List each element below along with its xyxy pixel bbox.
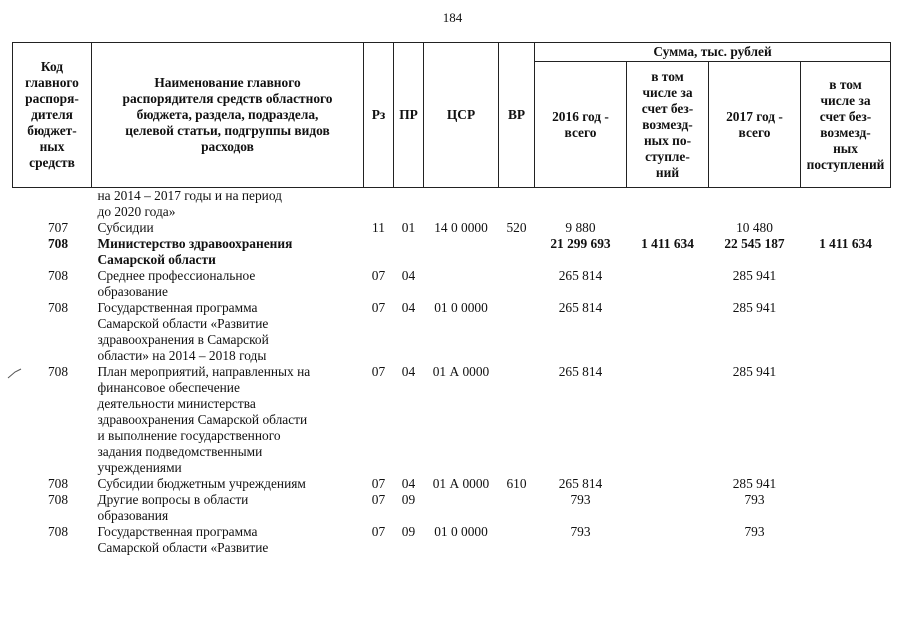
header-line: возмезд- (820, 124, 871, 140)
cell-rz: 07 (371, 300, 386, 315)
name-line: здравоохранения в Самарской (97, 332, 269, 347)
cell-csr: 14 0 0000 (434, 220, 488, 235)
header-summa: Сумма, тыс. рублей (535, 43, 891, 62)
name-line: Субсидии бюджетным учреждениям (97, 476, 306, 491)
cell-kod: 708 (47, 492, 69, 507)
header-line: распоря- (25, 91, 79, 106)
cell-2017-total: 22 545 187 (724, 236, 785, 251)
table-row (13, 476, 891, 492)
cell-csr: 01 0 0000 (434, 524, 488, 539)
cell-rz: 11 (372, 220, 385, 235)
header-name (92, 43, 364, 188)
header-line: 2017 год - (726, 108, 783, 124)
cell-csr: 01 0 0000 (434, 300, 488, 315)
cell-pr: 04 (401, 476, 416, 491)
cell-kod: 708 (47, 476, 69, 491)
header-line: расходов (201, 139, 254, 154)
cell-vr (499, 364, 535, 476)
cell-2017-grants (801, 492, 891, 524)
cell-2017-grants (801, 300, 891, 364)
cell-2016-total: 265 814 (558, 476, 603, 491)
cell-kod (13, 188, 92, 221)
name-line: до 2020 года» (97, 204, 176, 219)
cell-name (92, 364, 364, 476)
cell-pr: 09 (401, 492, 416, 507)
budget-table (12, 42, 891, 556)
cell-name (92, 492, 364, 524)
name-line: области» на 2014 – 2018 годы (97, 348, 267, 363)
cell-pr: 04 (401, 364, 416, 379)
header-line: поступлений (806, 156, 885, 172)
cell-2016-grants (627, 268, 709, 300)
header-line: ных по- (643, 132, 692, 148)
cell-kod: 707 (47, 220, 69, 235)
cell-2017-grants (801, 524, 891, 556)
header-2017-total (709, 62, 801, 188)
cell-2016-grants (627, 492, 709, 524)
table-row (13, 492, 891, 524)
name-line: Самарской области «Развитие (97, 540, 269, 555)
table-row (13, 236, 891, 268)
table-row (13, 524, 891, 556)
cell-name (92, 524, 364, 556)
name-line: Самарской области (97, 252, 216, 267)
table-body (13, 188, 891, 557)
name-line: Субсидии (97, 220, 154, 235)
cell-rz: 07 (371, 364, 386, 379)
header-line: бюджет- (27, 123, 77, 138)
cell-name (92, 188, 364, 221)
cell-name (92, 300, 364, 364)
cell-2016-grants (627, 476, 709, 492)
header-line: целевой статьи, подгруппы видов (125, 123, 330, 138)
cell-2016-total: 265 814 (558, 364, 603, 379)
cell-kod: 708 (47, 236, 69, 251)
name-line: Министерство здравоохранения (97, 236, 293, 251)
cell-kod: 708 (47, 524, 69, 539)
cell-rz (364, 188, 394, 221)
header-line: счет без- (641, 100, 694, 116)
cell-2017-grants (801, 220, 891, 236)
cell-2016-grants (627, 188, 709, 221)
cell-pr: 04 (401, 300, 416, 315)
header-line: Код (40, 59, 64, 74)
header-line: в том (829, 76, 862, 92)
cell-2017-total: 285 941 (732, 476, 777, 491)
name-line: Государственная программа (97, 300, 258, 315)
name-line: задания подведомственными (97, 444, 263, 459)
header-line: бюджета, раздела, подраздела, (136, 107, 319, 122)
header-line: средств (29, 155, 75, 170)
name-line: Самарской области «Развитие (97, 316, 269, 331)
name-line: Среднее профессиональное (97, 268, 256, 283)
cell-rz (364, 236, 394, 268)
cell-rz: 07 (371, 268, 386, 283)
cell-vr: 520 (506, 220, 527, 235)
cell-kod: 708 (47, 364, 69, 379)
cell-2016-total: 793 (570, 524, 591, 539)
table-header (13, 43, 891, 188)
cell-2016-total: 265 814 (558, 300, 603, 315)
header-line: 2016 год - (552, 108, 609, 124)
header-line: всего (564, 124, 597, 140)
cell-name (92, 220, 364, 236)
name-line: План мероприятий, направленных на (97, 364, 311, 379)
cell-2016-grants (627, 300, 709, 364)
header-2017-grants (801, 62, 891, 188)
header-line: в том (651, 68, 684, 84)
header-vr: ВР (499, 43, 535, 188)
table-row (13, 300, 891, 364)
cell-2017-total: 285 941 (732, 268, 777, 283)
cell-csr (424, 268, 499, 300)
cell-csr (424, 492, 499, 524)
cell-pr (394, 188, 424, 221)
header-line: счет без- (819, 108, 872, 124)
cell-2016-total: 793 (570, 492, 591, 507)
cell-2016-total: 265 814 (558, 268, 603, 283)
cell-pr (394, 236, 424, 268)
header-line: ступле- (645, 148, 690, 164)
table-row (13, 364, 891, 476)
cell-name (92, 268, 364, 300)
cell-vr (499, 492, 535, 524)
cell-csr: 01 А 0000 (432, 476, 490, 491)
header-2016-grants (627, 62, 709, 188)
cell-pr: 01 (401, 220, 416, 235)
cell-2017-grants: 1 411 634 (819, 236, 872, 251)
name-line: финансовое обеспечение (97, 380, 240, 395)
table-row (13, 268, 891, 300)
header-line: ний (655, 164, 680, 180)
cell-2017-total: 285 941 (732, 364, 777, 379)
cell-2017-grants (801, 268, 891, 300)
header-line: числе за (642, 84, 693, 100)
cell-2017-grants (801, 364, 891, 476)
cell-csr (424, 236, 499, 268)
header-csr: ЦСР (424, 43, 499, 188)
cell-vr (499, 188, 535, 221)
cell-rz: 07 (371, 524, 386, 539)
name-line: образования (97, 508, 169, 523)
cell-2016-grants: 1 411 634 (641, 236, 694, 251)
header-rz: Рз (364, 43, 394, 188)
header-line: ных (39, 139, 65, 154)
cell-2016-total: 9 880 (565, 220, 596, 235)
cell-2017-total (709, 188, 801, 221)
cell-2017-grants (801, 476, 891, 492)
cell-2017-total: 793 (744, 524, 765, 539)
header-line: дителя (31, 107, 73, 122)
name-line: и выполнение государственного (97, 428, 281, 443)
cell-rz: 07 (371, 492, 386, 507)
cell-vr: 610 (506, 476, 527, 491)
table-row (13, 220, 891, 236)
cell-csr (424, 188, 499, 221)
cell-2016-total: 21 299 693 (550, 236, 611, 251)
header-pr: ПР (394, 43, 424, 188)
cell-2016-grants (627, 220, 709, 236)
table-row (13, 188, 891, 221)
cell-vr (499, 236, 535, 268)
header-2016-total (535, 62, 627, 188)
cell-2016-grants (627, 524, 709, 556)
cell-name (92, 476, 364, 492)
cell-pr: 09 (401, 524, 416, 539)
name-line: учреждениями (97, 460, 182, 475)
header-line: Наименование главного (154, 75, 301, 90)
name-line: Государственная программа (97, 524, 258, 539)
cell-kod: 708 (47, 300, 69, 315)
cell-2016-grants (627, 364, 709, 476)
header-line: главного (25, 75, 79, 90)
name-line: здравоохранения Самарской области (97, 412, 308, 427)
header-line: всего (738, 124, 771, 140)
cell-name (92, 236, 364, 268)
cell-pr: 04 (401, 268, 416, 283)
cell-2017-total: 285 941 (732, 300, 777, 315)
cell-vr (499, 300, 535, 364)
cell-2017-total: 10 480 (736, 220, 773, 235)
cell-2017-total: 793 (744, 492, 765, 507)
name-line: Другие вопросы в области (97, 492, 249, 507)
cell-vr (499, 524, 535, 556)
header-line: числе за (820, 92, 871, 108)
cell-kod: 708 (47, 268, 69, 283)
cell-rz: 07 (371, 476, 386, 491)
header-line: распорядителя средств областного (122, 91, 333, 106)
cell-2016-total (535, 188, 627, 221)
name-line: деятельности министерства (97, 396, 256, 411)
header-kod (13, 43, 92, 188)
cell-2017-grants (801, 188, 891, 221)
cell-csr: 01 А 0000 (432, 364, 490, 379)
header-line: возмезд- (642, 116, 693, 132)
cell-vr (499, 268, 535, 300)
name-line: на 2014 – 2017 годы и на период (97, 188, 282, 203)
name-line: образование (97, 284, 168, 299)
page-number: 184 (442, 10, 463, 25)
header-line: ных (833, 140, 858, 156)
